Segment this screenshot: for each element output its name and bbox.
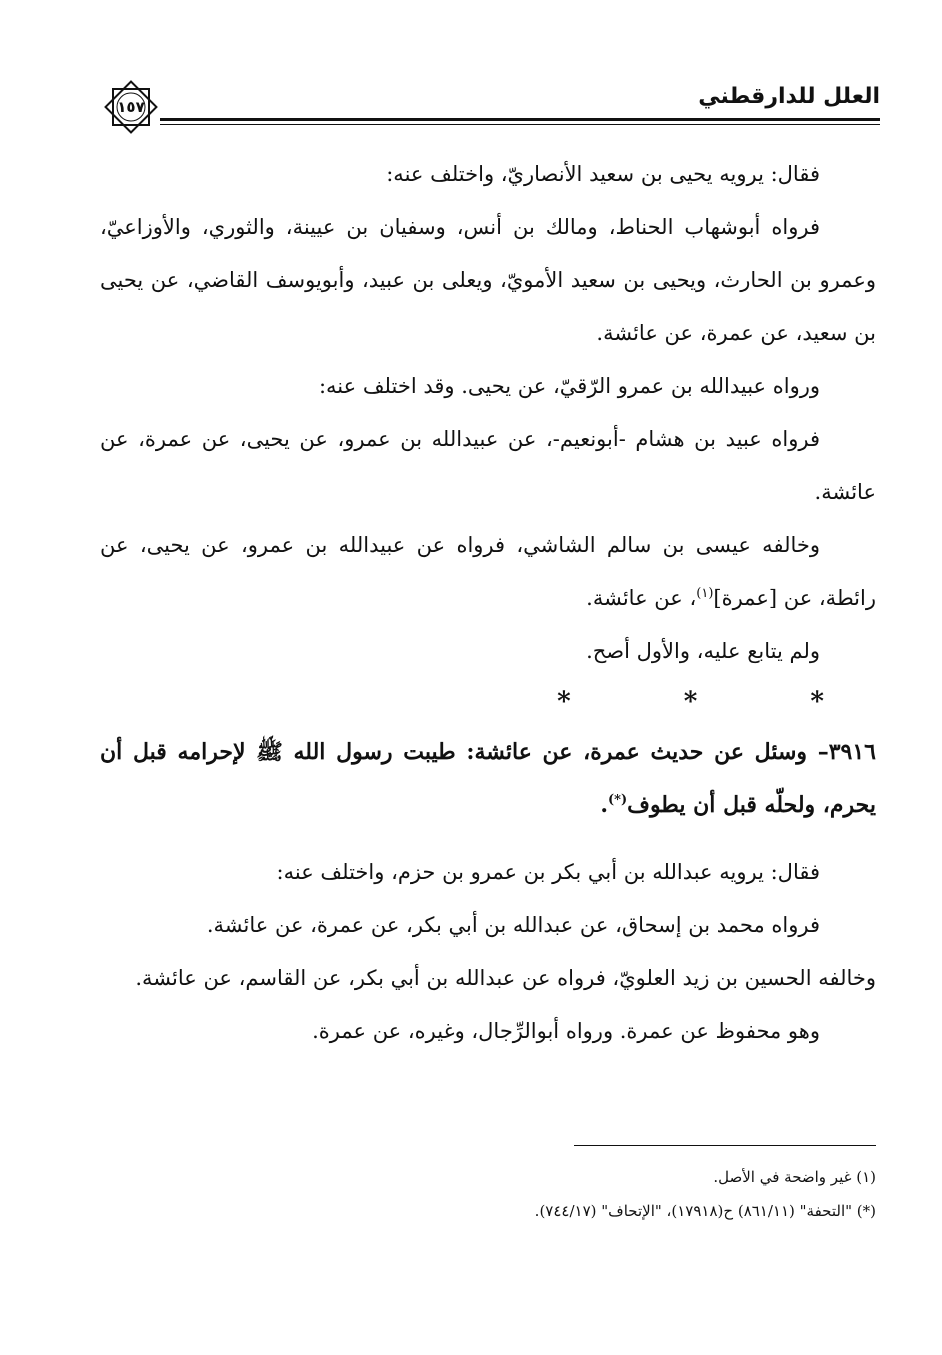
paragraph-5-end: ، عن عائشة. (586, 586, 697, 610)
spacer (100, 832, 876, 846)
entry-heading-text: وسئل عن حديث عمرة، عن عائشة: طيبت رسول الله ﷺ لإحرامه قبل أن يحرم، ولحلّه قبل أن يطوف (100, 739, 876, 818)
paragraph-5 (100, 519, 876, 625)
footnote-2: (*) "التحفة" (٨٦١/١١) ح(١٧٩١٨)، "الإتحاف" (٧٤٤/١٧). (534, 1202, 876, 1220)
footnotes (100, 1160, 876, 1228)
entry-heading-end: . (600, 792, 609, 818)
paragraph-5-text: وخالفه عيسى بن سالم الشاشي، فرواه عن عبيدالله بن عمرو، عن يحيى، عن رائطة، عن [عمرة] (100, 533, 876, 610)
footnote-ref-star: (*) (608, 792, 628, 808)
paragraph-1: فقال: يرويه يحيى بن سعيد الأنصاريّ، واختلف عنه: (386, 162, 820, 186)
footnote-ref-1: (١) (696, 586, 714, 601)
page-number: ١٥٧ (117, 98, 145, 116)
main-text (100, 148, 876, 1058)
paragraph-2: فرواه أبوشهاب الحناط، ومالك بن أنس، وسفيان بن عيينة، والثوري، والأوزاعيّ، وعمرو بن الحارث، ويحيى بن سعيد الأمويّ، ويعلى بن عبيد، وأبويوسف القاضي، عن يحيى بن سعيد، عن عمرة، عن عائشة. (100, 215, 876, 345)
paragraph-4: فرواه عبيد بن هشام -أبونعيم-، عن عبيدالله بن عمرو، عن يحيى، عن عمرة، عن عائشة. (100, 427, 876, 504)
paragraph-7: فقال: يرويه عبدالله بن أبي بكر بن عمرو بن حزم، واختلف عنه: (276, 860, 820, 884)
page-number-badge (100, 76, 162, 138)
section-separator: * * * (557, 687, 876, 717)
page-header (100, 78, 880, 138)
paragraph-3: ورواه عبيدالله بن عمرو الرّقيّ، عن يحيى. وقد اختلف عنه: (318, 374, 820, 398)
entry-number: ٣٩١٦– (817, 739, 876, 765)
paragraph-10: وهو محفوظ عن عمرة. ورواه أبوالرِّجال، وغيره، عن عمرة. (312, 1019, 820, 1043)
header-rule-thin (160, 124, 880, 125)
footnote-divider (574, 1145, 876, 1146)
entry-heading (100, 726, 876, 832)
book-title: العلل للدارقطني (698, 84, 880, 109)
header-rule-thick (160, 118, 880, 121)
paragraph-8: فرواه محمد بن إسحاق، عن عبدالله بن أبي بكر، عن عمرة، عن عائشة. (206, 913, 820, 937)
paragraph-6: ولم يتابع عليه، والأول أصح. (586, 639, 820, 663)
paragraph-9: وخالفه الحسين بن زيد العلويّ، فرواه عن عبدالله بن أبي بكر، عن القاسم، عن عائشة. (135, 966, 876, 990)
footnote-1: (١) غير واضحة في الأصل. (713, 1168, 876, 1186)
